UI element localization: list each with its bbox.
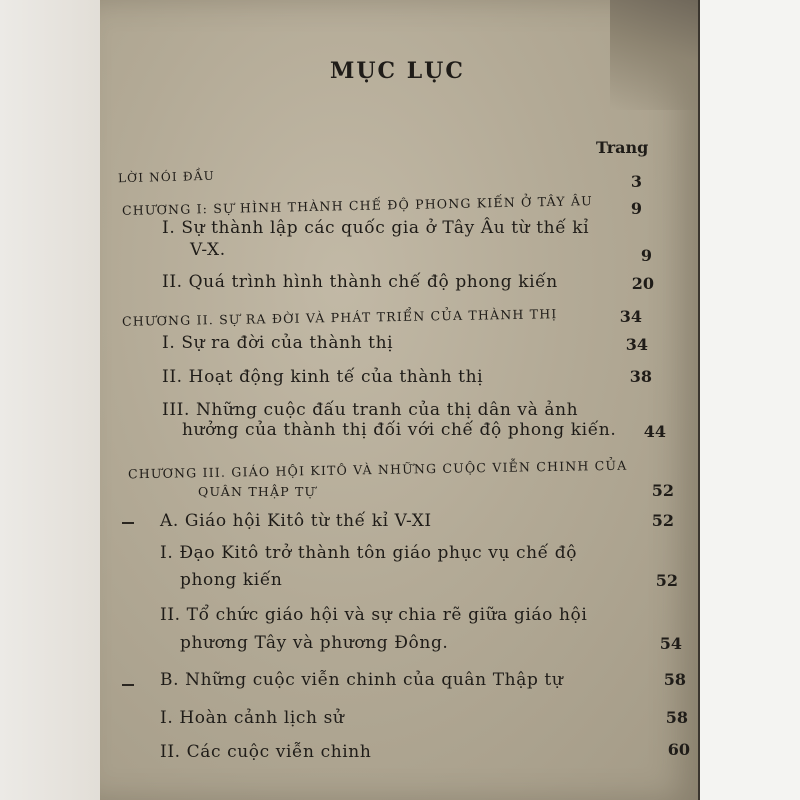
left-margin [0, 0, 100, 800]
toc-entry-section: I. Đạo Kitô trở thành tôn giáo phục vụ chế độ [160, 543, 578, 563]
toc-entry-chapter-2: CHƯƠNG II. SỰ RA ĐỜI VÀ PHÁT TRIỂN CỦA THÀNH THỊ [121, 306, 558, 329]
toc-entry-section-cont: phong kiến [180, 570, 283, 590]
margin-mark [122, 522, 134, 524]
toc-page-number: 34 [619, 307, 642, 326]
toc-page-number: 52 [651, 481, 674, 500]
toc-entry-chapter-3: CHƯƠNG III. GIÁO HỘI KITÔ VÀ NHỮNG CUỘC VIỄN CHINH CỦA [127, 457, 628, 482]
right-margin [698, 0, 800, 800]
toc-entry-chapter-3-cont: QUÂN THẬP TỰ [198, 484, 317, 499]
toc-entry-part: B. Những cuộc viễn chinh của quân Thập tự [160, 670, 564, 690]
toc-entry-section: I. Hoàn cảnh lịch sử [160, 708, 345, 728]
toc-entry-section: II. Tổ chức giáo hội và sự chia rẽ giữa giáo hội [160, 605, 588, 625]
toc-page-number: 54 [659, 634, 682, 653]
toc-entry-section: I. Sự ra đời của thành thị [162, 333, 394, 353]
toc-entry-section: II. Các cuộc viễn chinh [160, 742, 372, 762]
toc-page-number: 52 [651, 511, 674, 530]
page-column-label: Trang [596, 138, 649, 157]
toc-entry-part: A. Giáo hội Kitô từ thế kỉ V-XI [160, 511, 432, 531]
toc-page-number: 34 [625, 335, 648, 354]
toc-entry-chapter-1: CHƯƠNG I: SỰ HÌNH THÀNH CHẾ ĐỘ PHONG KIẾN Ở TÂY ÂU [121, 193, 593, 218]
toc-entry-section-cont: V-X. [190, 240, 226, 260]
toc-page-number: 60 [667, 740, 690, 759]
toc-entry-preface: LỜI NÓI ĐẦU [117, 168, 216, 186]
toc-page-number: 38 [629, 367, 652, 386]
page-title: MỤC LỤC [330, 58, 465, 84]
toc-entry-section-cont: phương Tây và phương Đông. [180, 633, 449, 653]
toc-page-number: 9 [630, 199, 642, 218]
toc-page-number: 20 [631, 274, 654, 293]
toc-page-number: 52 [655, 571, 678, 590]
toc-entry-section: I. Sự thành lập các quốc gia ở Tây Âu từ thế kỉ [162, 218, 590, 238]
toc-entry-section: II. Quá trình hình thành chế độ phong kiến [162, 272, 558, 292]
page-curl-shadow [610, 0, 700, 110]
toc-page-number: 9 [640, 246, 652, 265]
toc-page-number: 58 [665, 708, 688, 727]
toc-entry-section: II. Hoạt động kinh tế của thành thị [162, 367, 484, 387]
margin-mark [122, 684, 134, 686]
toc-page-number: 3 [630, 172, 642, 191]
toc-page-number: 44 [643, 422, 666, 441]
toc-entry-section: III. Những cuộc đấu tranh của thị dân và ảnh [162, 400, 579, 420]
toc-entry-section-cont: hưởng của thành thị đối với chế độ phong kiến. [182, 420, 617, 440]
toc-page-number: 58 [663, 670, 686, 689]
